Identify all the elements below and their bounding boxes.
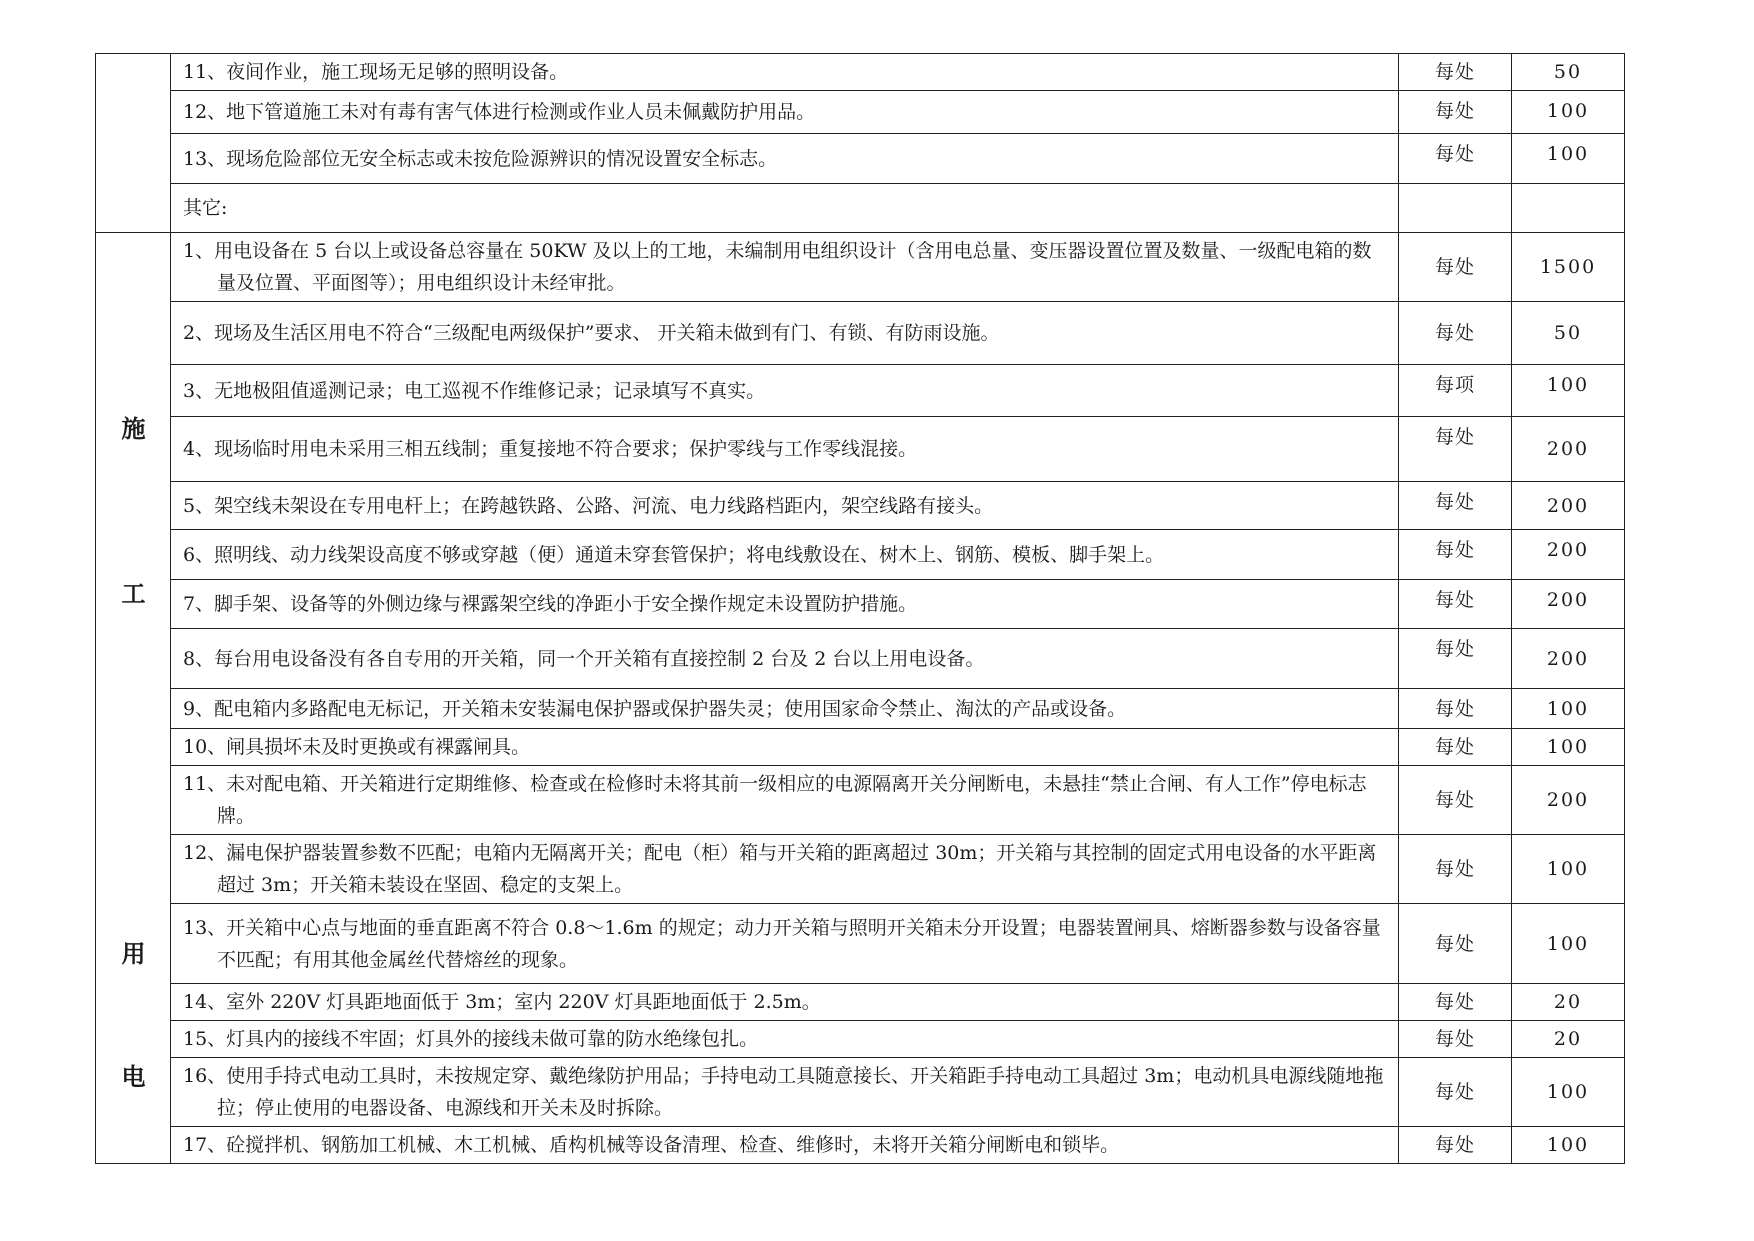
- unit-cell: 每处: [1399, 54, 1512, 91]
- table-row: [96, 1127, 1625, 1164]
- amount-cell: 100: [1512, 134, 1625, 184]
- amount-cell: 100: [1512, 729, 1625, 766]
- amount-cell: 100: [1512, 689, 1625, 729]
- item-text: 5、架空线未架设在专用电杆上；在跨越铁路、公路、河流、电力线路档距内，架空线路有接头。: [171, 482, 1399, 530]
- item-text: 17、砼搅拌机、钢筋加工机械、木工机械、盾构机械等设备清理、检查、维修时，未将开关箱分闸断电和锁毕。: [171, 1127, 1399, 1164]
- table-row: [96, 365, 1625, 417]
- table-row: [96, 1058, 1625, 1127]
- penalty-table: [95, 53, 1625, 1164]
- item-text: 3、无地极阻值遥测记录；电工巡视不作维修记录；记录填写不真实。: [171, 365, 1399, 417]
- unit-cell: 每处: [1399, 729, 1512, 766]
- amount-cell: 1500: [1512, 233, 1625, 302]
- table-row: [96, 580, 1625, 629]
- unit-cell: 每处: [1399, 1021, 1512, 1058]
- table-row: [96, 134, 1625, 184]
- unit-cell: 每处: [1399, 482, 1512, 530]
- item-text: 15、灯具内的接线不牢固；灯具外的接线未做可靠的防水绝缘包扎。: [171, 1021, 1399, 1058]
- item-text: 1、用电设备在 5 台以上或设备总容量在 50KW 及以上的工地，未编制用电组织设计（含用电总量、变压器设置位置及数量、一级配电箱的数量及位置、平面图等）；用电组织设计未经审批。: [171, 233, 1399, 302]
- amount-cell: 50: [1512, 302, 1625, 365]
- item-text: 13、现场危险部位无安全标志或未按危险源辨识的情况设置安全标志。: [171, 134, 1399, 184]
- table-row: [96, 766, 1625, 835]
- amount-cell: 200: [1512, 417, 1625, 482]
- item-text: 12、漏电保护器装置参数不匹配；电箱内无隔离开关；配电（柜）箱与开关箱的距离超过 30m；开关箱与其控制的固定式用电设备的水平距离超过 3m；开关箱未装设在坚固、稳定的支架上。: [171, 835, 1399, 904]
- table-row: [96, 689, 1625, 729]
- item-text: 9、配电箱内多路配电无标记，开关箱未安装漏电保护器或保护器失灵；使用国家命令禁止、淘汰的产品或设备。: [171, 689, 1399, 729]
- category-char: 工: [121, 579, 146, 608]
- category-char: 电: [121, 1062, 146, 1091]
- item-text: 16、使用手持式电动工具时，未按规定穿、戴绝缘防护用品；手持电动工具随意接长、开关箱距手持电动工具超过 3m；电动机具电源线随地拖拉；停止使用的电器设备、电源线和开关未及时拆除。: [171, 1058, 1399, 1127]
- unit-cell: 每处: [1399, 629, 1512, 689]
- item-text: 其它:: [171, 184, 1399, 233]
- table-row: [96, 54, 1625, 91]
- category-char: 施: [121, 414, 146, 443]
- table-row: [96, 904, 1625, 984]
- amount-cell: 100: [1512, 91, 1625, 134]
- unit-cell: 每处: [1399, 1127, 1512, 1164]
- amount-cell: 20: [1512, 1021, 1625, 1058]
- category-cell-blank: [96, 54, 171, 233]
- item-text: 12、地下管道施工未对有毒有害气体进行检测或作业人员未佩戴防护用品。: [171, 91, 1399, 134]
- amount-cell: 200: [1512, 580, 1625, 629]
- unit-cell: 每处: [1399, 580, 1512, 629]
- amount-cell: 200: [1512, 530, 1625, 580]
- unit-cell: 每项: [1399, 365, 1512, 417]
- unit-cell: 每处: [1399, 904, 1512, 984]
- amount-cell: 20: [1512, 984, 1625, 1021]
- item-text: 8、每台用电设备没有各自专用的开关箱，同一个开关箱有直接控制 2 台及 2 台以上用电设备。: [171, 629, 1399, 689]
- category-char: 用: [121, 939, 146, 968]
- unit-cell: 每处: [1399, 530, 1512, 580]
- unit-cell: [1399, 184, 1512, 233]
- table-row: [96, 530, 1625, 580]
- table-row: [96, 629, 1625, 689]
- unit-cell: 每处: [1399, 302, 1512, 365]
- unit-cell: 每处: [1399, 1058, 1512, 1127]
- amount-cell: 200: [1512, 482, 1625, 530]
- item-text: 7、脚手架、设备等的外侧边缘与裸露架空线的净距小于安全操作规定未设置防护措施。: [171, 580, 1399, 629]
- table-row: [96, 984, 1625, 1021]
- amount-cell: 100: [1512, 365, 1625, 417]
- table-row: [96, 417, 1625, 482]
- amount-cell: 100: [1512, 904, 1625, 984]
- table-row: [96, 482, 1625, 530]
- item-text: 2、现场及生活区用电不符合“三级配电两级保护”要求、 开关箱未做到有门、有锁、有防雨设施。: [171, 302, 1399, 365]
- amount-cell: 100: [1512, 1058, 1625, 1127]
- table-row: [96, 233, 1625, 302]
- unit-cell: 每处: [1399, 417, 1512, 482]
- item-text: 11、未对配电箱、开关箱进行定期维修、检查或在检修时未将其前一级相应的电源隔离开关分闸断电，未悬挂“禁止合闸、有人工作”停电标志牌。: [171, 766, 1399, 835]
- item-text: 4、现场临时用电未采用三相五线制；重复接地不符合要求；保护零线与工作零线混接。: [171, 417, 1399, 482]
- amount-cell: 200: [1512, 629, 1625, 689]
- amount-cell: 200: [1512, 766, 1625, 835]
- table-row: [96, 835, 1625, 904]
- table-row: [96, 184, 1625, 233]
- unit-cell: 每处: [1399, 835, 1512, 904]
- amount-cell: [1512, 184, 1625, 233]
- table-row: [96, 91, 1625, 134]
- unit-cell: 每处: [1399, 233, 1512, 302]
- unit-cell: 每处: [1399, 91, 1512, 134]
- item-text: 11、夜间作业，施工现场无足够的照明设备。: [171, 54, 1399, 91]
- unit-cell: 每处: [1399, 984, 1512, 1021]
- amount-cell: 100: [1512, 1127, 1625, 1164]
- amount-cell: 100: [1512, 835, 1625, 904]
- item-text: 10、闸具损坏未及时更换或有裸露闸具。: [171, 729, 1399, 766]
- unit-cell: 每处: [1399, 689, 1512, 729]
- table-row: [96, 1021, 1625, 1058]
- category-cell: [96, 233, 171, 1164]
- table-row: [96, 302, 1625, 365]
- table-row: [96, 729, 1625, 766]
- item-text: 14、室外 220V 灯具距地面低于 3m；室内 220V 灯具距地面低于 2.5m。: [171, 984, 1399, 1021]
- item-text: 6、照明线、动力线架设高度不够或穿越（便）通道未穿套管保护；将电线敷设在、树木上、钢筋、模板、脚手架上。: [171, 530, 1399, 580]
- item-text: 13、开关箱中心点与地面的垂直距离不符合 0.8～1.6m 的规定；动力开关箱与照明开关箱未分开设置；电器装置闸具、熔断器参数与设备容量不匹配；有用其他金属丝代替熔丝的现象。: [171, 904, 1399, 984]
- unit-cell: 每处: [1399, 766, 1512, 835]
- amount-cell: 50: [1512, 54, 1625, 91]
- unit-cell: 每处: [1399, 134, 1512, 184]
